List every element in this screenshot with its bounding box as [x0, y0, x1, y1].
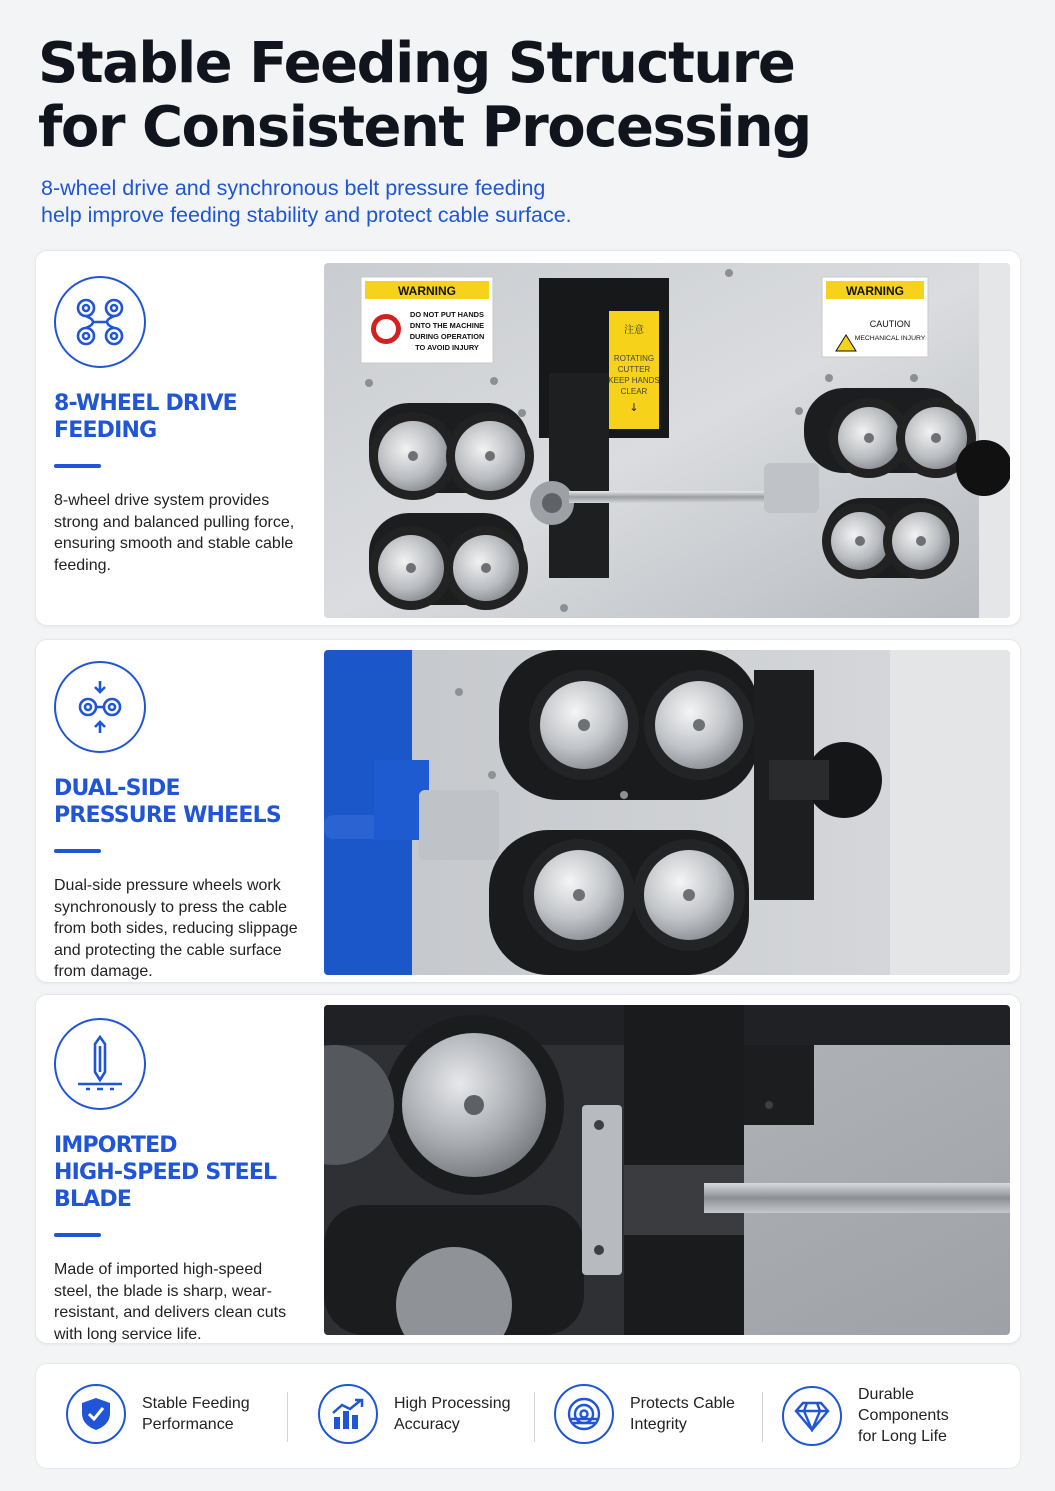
- cable-protect-icon: [554, 1384, 614, 1444]
- cutter-label-line1: ROTATING: [613, 354, 655, 363]
- heading-underline: [54, 849, 101, 853]
- page-title: [38, 32, 938, 160]
- heading-underline: [54, 464, 101, 468]
- cutter-label-line2: CUTTER: [617, 365, 651, 374]
- feature-stable-feeding: [66, 1384, 292, 1444]
- subtitle-line-1: 8-wheel drive and synchronous belt pressure feeding: [41, 176, 546, 200]
- blade-icon: [54, 1018, 146, 1110]
- warning-left-line3: DURING OPERATION: [409, 332, 485, 341]
- section-text: [54, 1018, 314, 1345]
- warning-left-line4: TO AVOID INJURY: [415, 343, 479, 352]
- diamond-icon: [782, 1386, 842, 1446]
- cutter-label-line0: 注意: [624, 325, 644, 336]
- feature-label: High Processing Accuracy: [394, 1395, 511, 1433]
- warning-sign-left: [361, 277, 493, 363]
- feature-durable: [782, 1384, 1008, 1447]
- feature-cable-integrity: [554, 1384, 780, 1444]
- feature-bar: [35, 1363, 1021, 1469]
- eight-wheel-machine-photo: [324, 263, 1010, 618]
- steel-blade-photo: [324, 1005, 1010, 1335]
- warning-left-line2: DNTO THE MACHINE: [409, 321, 485, 330]
- feature-label: Protects Cable Integrity: [630, 1395, 735, 1433]
- subtitle-line-2: help improve feeding stability and protect cable surface.: [41, 203, 572, 227]
- warning-right-title: WARNING: [846, 284, 904, 298]
- pressure-wheels-icon: [54, 661, 146, 753]
- feature-divider: [287, 1392, 288, 1442]
- section-description: Made of imported high-speed steel, the blade is sharp, wear-resistant, and delivers clean cuts with long service life.: [54, 1261, 287, 1343]
- feature-label: Durable Components for Long Life: [858, 1386, 949, 1445]
- section-description: 8-wheel drive system provides strong and balanced pulling force, ensuring smooth and stable cable feeding.: [54, 492, 295, 574]
- section-heading: IMPORTED HIGH-SPEED STEEL BLADE: [54, 1133, 277, 1212]
- section-text: [54, 661, 314, 983]
- eight-wheel-icon: [54, 276, 146, 368]
- page-header: [38, 32, 938, 229]
- feature-divider: [534, 1392, 535, 1442]
- feature-accuracy: [318, 1384, 544, 1444]
- shield-check-icon: [66, 1384, 126, 1444]
- section-heading: DUAL-SIDE PRESSURE WHEELS: [54, 776, 281, 828]
- section-text: [54, 276, 314, 576]
- feature-divider: [762, 1392, 763, 1442]
- warning-sign-right: [822, 277, 928, 357]
- section-card-pressure-wheels: [35, 639, 1021, 983]
- feature-label: Stable Feeding Performance: [142, 1395, 250, 1433]
- heading-underline: [54, 1233, 101, 1237]
- cutter-warning-label: [608, 311, 659, 429]
- page-subtitle: [38, 175, 938, 229]
- pressure-wheels-photo: [324, 650, 1010, 975]
- section-card-steel-blade: [35, 994, 1021, 1344]
- warning-left-line1: DO NOT PUT HANDS: [410, 310, 484, 319]
- svg-text:↓: ↓: [629, 401, 639, 414]
- title-line-2: for Consistent Processing: [38, 95, 811, 160]
- title-line-1: Stable Feeding Structure: [38, 31, 795, 96]
- section-card-8-wheel-drive: [35, 250, 1021, 626]
- section-heading: 8-WHEEL DRIVE FEEDING: [54, 391, 237, 443]
- bar-chart-icon: [318, 1384, 378, 1444]
- warning-right-line1: CAUTION: [869, 319, 911, 329]
- warning-right-line2: MECHANICAL INJURY: [854, 335, 926, 342]
- cutter-label-line4: CLEAR: [620, 387, 648, 396]
- warning-left-title: WARNING: [398, 284, 456, 298]
- section-description: Dual-side pressure wheels work synchronously to press the cable from both sides, reducing slippage and protecting the cable surface from damage.: [54, 877, 298, 981]
- cutter-label-line3: KEEP HANDS: [608, 376, 660, 385]
